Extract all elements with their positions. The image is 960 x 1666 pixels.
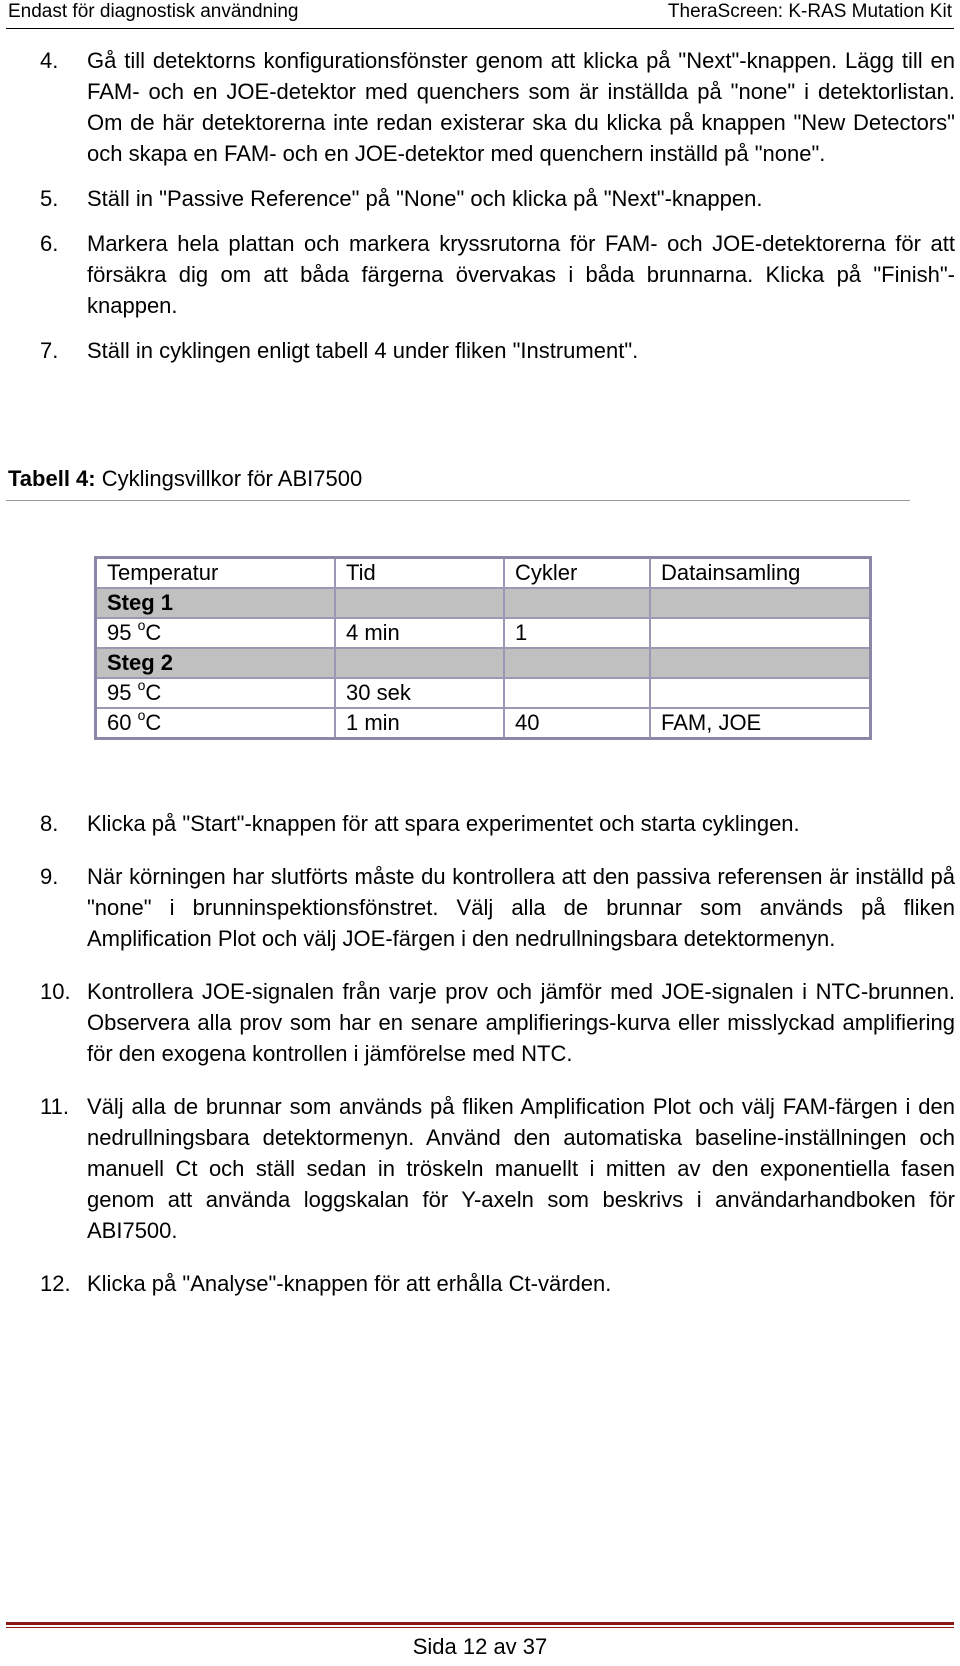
table-cell: 1 [504, 618, 650, 648]
temperature-value: 95 [107, 620, 132, 645]
step-text: Kontrollera JOE-signalen från varje prov och jämför med JOE-signalen i NTC-brunnen. Observera alla prov som har en senare amplifierings-kurva eller misslyckad amplifiering för den exogena kontrollen i jämförelse med NTC. [87, 979, 955, 1066]
temperature-value: 95 [107, 680, 132, 705]
step-number: 9. [40, 864, 59, 889]
step-number: 6. [40, 231, 59, 256]
table-cell [335, 648, 504, 678]
table-cell [335, 588, 504, 618]
step-text: Klicka på "Analyse"-knappen för att erhålla Ct-värden. [87, 1271, 612, 1296]
footer-divider-thick [6, 1622, 954, 1625]
step-number: 12. [40, 1271, 71, 1296]
step-text: Ställ in cyklingen enligt tabell 4 under fliken "Instrument". [87, 338, 639, 363]
step-7 [40, 335, 955, 366]
table-cell: 40 [504, 708, 650, 739]
step-text: Välj alla de brunnar som används på fliken Amplification Plot och välj FAM-färgen i den nedrullningsbara detektormenyn. Använd den automatiska baseline-inställningen och manuell Ct och ställ sedan in tröskeln manuellt i mitten av den exponentiella fasen genom att använda loggskalan för Y-axeln som beskrivs i användarhandboken för ABI7500. [87, 1094, 955, 1243]
steps-list-top [40, 45, 960, 366]
step-11 [40, 1091, 955, 1246]
header-left-text: Endast för diagnostisk användning [8, 1, 299, 22]
step-9 [40, 861, 955, 954]
table-cell: FAM, JOE [650, 708, 871, 739]
step-text: Markera hela plattan och markera kryssrutorna för FAM- och JOE-detektorerna för att försäkra dig om att båda färgerna övervakas i båda brunnarna. Klicka på "Finish"-knappen. [87, 231, 955, 318]
table-cell [504, 678, 650, 708]
header-cell: Datainsamling [650, 558, 871, 589]
table-cell [650, 588, 871, 618]
table-cell [504, 588, 650, 618]
temperature-cell [96, 678, 336, 708]
table-cell [650, 648, 871, 678]
page-header [0, 0, 960, 28]
table-cell: 30 sek [335, 678, 504, 708]
step-text: Ställ in "Passive Reference" på "None" och klicka på "Next"-knappen. [87, 186, 763, 211]
header-divider [6, 28, 954, 29]
degree-mark: o [137, 707, 146, 723]
page-number: Sida 12 av 37 [412, 1634, 548, 1659]
temperature-cell [96, 618, 336, 648]
step-4 [40, 45, 955, 169]
step-5 [40, 183, 955, 214]
step-text: Gå till detektorns konfigurationsfönster genom att klicka på "Next"-knappen. Lägg till en FAM- och en JOE-detektor med quenchers som är inställda på "none" i detektorlistan. Om de här detektorerna inte redan existerar ska du klicka på knappen "New Detectors" och skapa en FAM- och en JOE-detektor med quenchern inställd på "none". [87, 48, 955, 166]
table-cell [650, 678, 871, 708]
step-number: 7. [40, 338, 59, 363]
step-8 [40, 808, 955, 839]
header-cell: Cykler [504, 558, 650, 589]
degree-mark: o [137, 617, 146, 633]
step-number: 10. [40, 979, 71, 1004]
table-caption [8, 466, 362, 492]
table-caption-label: Tabell 4: [8, 466, 96, 491]
table-cell [650, 618, 871, 648]
temperature-value: 60 [107, 710, 132, 735]
step-number: 8. [40, 811, 59, 836]
step-number: 11. [40, 1094, 69, 1119]
table-cell: Steg 1 [96, 588, 336, 618]
header-right-text: TheraScreen: K-RAS Mutation Kit [667, 1, 952, 22]
header-cell: Temperatur [96, 558, 336, 589]
step-12 [40, 1268, 955, 1299]
step-number: 4. [40, 48, 59, 73]
step-text: Klicka på "Start"-knappen för att spara experimentet och starta cyklingen. [87, 811, 800, 836]
table-row [96, 678, 871, 708]
table-cell [504, 648, 650, 678]
temperature-unit: C [145, 620, 162, 645]
degree-mark: o [137, 677, 146, 693]
header-cell: Tid [335, 558, 504, 589]
table-row [96, 618, 871, 648]
table-row [96, 648, 871, 678]
table-cell: 4 min [335, 618, 504, 648]
step-6 [40, 228, 955, 321]
table-row [96, 588, 871, 618]
table-caption-text: Cyklingsvillkor för ABI7500 [95, 466, 363, 491]
cycling-table [94, 556, 872, 740]
table-header-row [96, 558, 871, 589]
footer-divider-thin [6, 1627, 954, 1628]
caption-divider [6, 500, 910, 501]
step-text: När körningen har slutförts måste du kontrollera att den passiva referensen är inställd på "none" i brunninspektionsfönstret. Välj alla de brunnar som används på fliken Amplification Plot och välj JOE-färgen i den nedrullningsbara detektormenyn. [87, 864, 955, 951]
steps-list-bottom [40, 808, 960, 1299]
temperature-unit: C [145, 680, 162, 705]
table-row [96, 708, 871, 739]
temperature-cell [96, 708, 336, 739]
temperature-unit: C [145, 710, 162, 735]
table-cell: 1 min [335, 708, 504, 739]
step-number: 5. [40, 186, 59, 211]
table-cell: Steg 2 [96, 648, 336, 678]
step-10 [40, 976, 955, 1069]
